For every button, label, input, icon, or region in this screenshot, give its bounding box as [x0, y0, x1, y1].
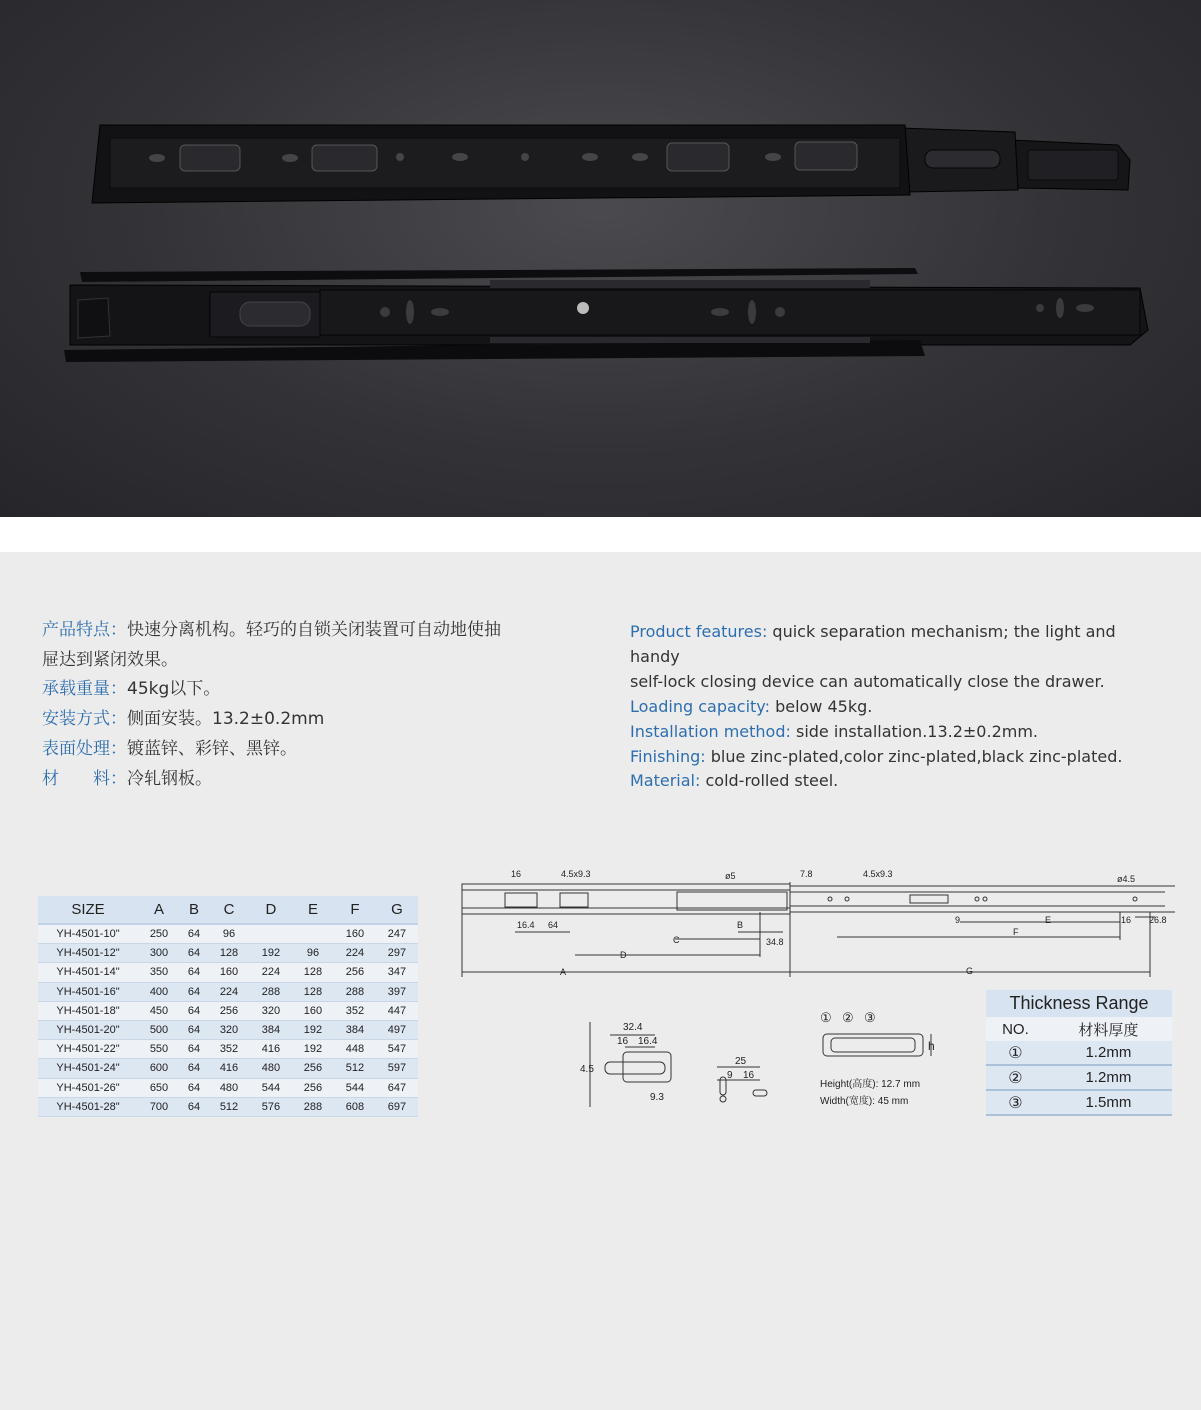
- model-cell: YH-4501-26": [38, 1078, 138, 1097]
- bottom-slide-image: [64, 268, 1148, 362]
- thickness-no: ③: [986, 1090, 1045, 1115]
- dim-label: C: [673, 935, 680, 945]
- dim-label: 9: [955, 915, 961, 925]
- value-cell: 160: [334, 924, 376, 944]
- thickness-value: 1.2mm: [1045, 1065, 1172, 1090]
- value-cell: 192: [250, 944, 292, 963]
- dim-label: 4.5: [580, 1064, 594, 1075]
- dim-label: 16: [511, 869, 522, 879]
- value-cell: 416: [250, 1040, 292, 1059]
- size-table: [38, 896, 418, 1117]
- value-cell: 447: [376, 1001, 418, 1020]
- thickness-table: [986, 990, 1172, 1116]
- value-cell: 250: [138, 924, 180, 944]
- feature-en-line: Loading capacity: below 45kg.: [630, 696, 873, 716]
- value-cell: 397: [376, 982, 418, 1001]
- section-h-label: h: [928, 1039, 935, 1053]
- drawer-slide-photo: [0, 0, 1201, 517]
- value-cell: 600: [138, 1059, 180, 1078]
- dim-label: 26.8: [1149, 915, 1167, 925]
- value-cell: 544: [334, 1078, 376, 1097]
- value-cell: 697: [376, 1097, 418, 1116]
- table-row: [38, 1020, 418, 1039]
- feature-cn-line: 材 料：冷轧钢板。: [42, 768, 212, 789]
- value-cell: 550: [138, 1040, 180, 1059]
- value-cell: 224: [250, 963, 292, 982]
- value-cell: 128: [208, 944, 250, 963]
- dim-label: 25: [735, 1056, 747, 1067]
- dim-label: D: [620, 950, 627, 960]
- dim-label: B: [737, 920, 744, 930]
- width-label: Width(宽度): 45 mm: [820, 1096, 909, 1107]
- value-cell: 500: [138, 1020, 180, 1039]
- thickness-no: ②: [986, 1065, 1045, 1090]
- model-cell: YH-4501-10": [38, 924, 138, 944]
- size-table-header: [38, 896, 418, 924]
- thickness-header: [986, 1017, 1172, 1041]
- feature-cn-line: 产品特点：快速分离机构。轻巧的自锁关闭装置可自动地使抽: [42, 620, 501, 640]
- header-cell: G: [376, 896, 418, 924]
- table-row: [38, 1078, 418, 1097]
- header-cell: C: [208, 896, 250, 924]
- table-row: [38, 982, 418, 1001]
- value-cell: 608: [334, 1097, 376, 1116]
- thickness-col-value: 材料厚度: [1045, 1017, 1172, 1041]
- feature-en-line: Finishing: blue zinc-plated,color zinc-plated,black zinc-plated.: [630, 746, 1123, 766]
- table-row: [38, 924, 418, 944]
- model-cell: YH-4501-12": [38, 944, 138, 963]
- value-cell: 450: [138, 1001, 180, 1020]
- dim-label: G: [966, 966, 974, 976]
- model-cell: YH-4501-18": [38, 1001, 138, 1020]
- value-cell: 256: [334, 963, 376, 982]
- value-cell: 347: [376, 963, 418, 982]
- value-cell: 350: [138, 963, 180, 982]
- dim-label: ø4.5: [1117, 874, 1136, 884]
- value-cell: 297: [376, 944, 418, 963]
- thickness-row: [986, 1090, 1172, 1115]
- value-cell: 597: [376, 1059, 418, 1078]
- value-cell: 352: [208, 1040, 250, 1059]
- value-cell: 448: [334, 1040, 376, 1059]
- features-cn: [42, 616, 602, 794]
- model-cell: YH-4501-20": [38, 1020, 138, 1039]
- value-cell: 224: [208, 982, 250, 1001]
- value-cell: 256: [292, 1059, 334, 1078]
- section-mark: ②: [842, 1010, 854, 1025]
- value-cell: [250, 924, 292, 944]
- value-cell: 288: [250, 982, 292, 1001]
- value-cell: 128: [292, 963, 334, 982]
- value-cell: 96: [208, 924, 250, 944]
- value-cell: 497: [376, 1020, 418, 1039]
- thickness-value: 1.5mm: [1045, 1090, 1172, 1115]
- dim-label: 32.4: [623, 1022, 643, 1033]
- value-cell: 700: [138, 1097, 180, 1116]
- feature-en-line: Installation method: side installation.13.2±0.2mm.: [630, 721, 1039, 741]
- value-cell: [292, 924, 334, 944]
- header-cell: D: [250, 896, 292, 924]
- header-cell: E: [292, 896, 334, 924]
- value-cell: 247: [376, 924, 418, 944]
- feature-cn-line: 屉达到紧闭效果。: [42, 649, 178, 670]
- value-cell: 64: [180, 944, 208, 963]
- dim-label: F: [1013, 927, 1019, 937]
- value-cell: 96: [292, 944, 334, 963]
- value-cell: 64: [180, 1097, 208, 1116]
- value-cell: 544: [250, 1078, 292, 1097]
- dim-label: ø5: [725, 871, 736, 881]
- value-cell: 64: [180, 1020, 208, 1039]
- value-cell: 416: [208, 1059, 250, 1078]
- value-cell: 400: [138, 982, 180, 1001]
- model-cell: YH-4501-24": [38, 1059, 138, 1078]
- value-cell: 64: [180, 1001, 208, 1020]
- header-cell: B: [180, 896, 208, 924]
- dim-label: 16.4: [517, 920, 535, 930]
- value-cell: 160: [292, 1001, 334, 1020]
- header-cell: F: [334, 896, 376, 924]
- dim-label: 9.3: [650, 1092, 664, 1103]
- value-cell: 650: [138, 1078, 180, 1097]
- value-cell: 192: [292, 1020, 334, 1039]
- dim-label: 9: [727, 1070, 733, 1081]
- height-label: Height(高度): 12.7 mm: [820, 1079, 921, 1090]
- value-cell: 512: [208, 1097, 250, 1116]
- value-cell: 547: [376, 1040, 418, 1059]
- top-slide-image: [92, 125, 1130, 203]
- model-cell: YH-4501-28": [38, 1097, 138, 1116]
- section-mark: ①: [820, 1010, 832, 1025]
- value-cell: 480: [208, 1078, 250, 1097]
- model-cell: YH-4501-16": [38, 982, 138, 1001]
- dim-label: E: [1045, 915, 1052, 925]
- model-cell: YH-4501-22": [38, 1040, 138, 1059]
- value-cell: 64: [180, 963, 208, 982]
- dim-label: 34.8: [766, 937, 784, 947]
- dim-label: 4.5x9.3: [561, 869, 591, 879]
- feature-cn-line: 安装方式：侧面安装。13.2±0.2mm: [42, 709, 325, 730]
- thickness-no: ①: [986, 1041, 1045, 1065]
- thickness-title: Thickness Range: [986, 990, 1172, 1017]
- separator: [0, 517, 1201, 552]
- table-row: [38, 1097, 418, 1116]
- dim-label: 16: [617, 1036, 629, 1047]
- feature-cn-line: 承载重量：45kg以下。: [42, 679, 221, 700]
- dim-label: 16.4: [638, 1036, 658, 1047]
- value-cell: 224: [334, 944, 376, 963]
- value-cell: 64: [180, 1078, 208, 1097]
- value-cell: 576: [250, 1097, 292, 1116]
- value-cell: 64: [180, 1040, 208, 1059]
- section-mark: ③: [864, 1010, 876, 1025]
- table-row: [38, 1059, 418, 1078]
- value-cell: 256: [292, 1078, 334, 1097]
- value-cell: 64: [180, 982, 208, 1001]
- value-cell: 192: [292, 1040, 334, 1059]
- value-cell: 480: [250, 1059, 292, 1078]
- dim-label: 7.8: [800, 869, 813, 879]
- header-cell: A: [138, 896, 180, 924]
- dim-label: 16: [1121, 915, 1132, 925]
- feature-cn-line: 表面处理：镀蓝锌、彩锌、黑锌。: [42, 738, 297, 759]
- dim-label: A: [560, 967, 567, 977]
- features-en: [630, 620, 1170, 794]
- value-cell: 352: [334, 1001, 376, 1020]
- value-cell: 384: [250, 1020, 292, 1039]
- thickness-row: [986, 1065, 1172, 1090]
- value-cell: 320: [250, 1001, 292, 1020]
- value-cell: 647: [376, 1078, 418, 1097]
- table-row: [38, 1040, 418, 1059]
- value-cell: 320: [208, 1020, 250, 1039]
- thickness-row: [986, 1041, 1172, 1065]
- value-cell: 64: [180, 924, 208, 944]
- value-cell: 300: [138, 944, 180, 963]
- value-cell: 64: [180, 1059, 208, 1078]
- value-cell: 256: [208, 1001, 250, 1020]
- value-cell: 288: [334, 982, 376, 1001]
- value-cell: 128: [292, 982, 334, 1001]
- table-row: [38, 963, 418, 982]
- table-row: [38, 1001, 418, 1020]
- thickness-col-no: NO.: [986, 1017, 1045, 1041]
- value-cell: 288: [292, 1097, 334, 1116]
- model-cell: YH-4501-14": [38, 963, 138, 982]
- value-cell: 384: [334, 1020, 376, 1039]
- feature-en-line: Product features: quick separation mechanism; the light and handy: [630, 622, 1116, 666]
- table-row: [38, 944, 418, 963]
- thickness-value: 1.2mm: [1045, 1041, 1172, 1065]
- dim-label: 64: [548, 920, 559, 930]
- product-photo: [0, 0, 1201, 517]
- feature-en-line: self-lock closing device can automatically close the drawer.: [630, 671, 1105, 691]
- feature-en-line: Material: cold-rolled steel.: [630, 771, 839, 791]
- value-cell: 160: [208, 963, 250, 982]
- value-cell: 512: [334, 1059, 376, 1078]
- header-cell: SIZE: [38, 896, 138, 924]
- dim-label: 4.5x9.3: [863, 869, 893, 879]
- dim-label: 16: [743, 1070, 755, 1081]
